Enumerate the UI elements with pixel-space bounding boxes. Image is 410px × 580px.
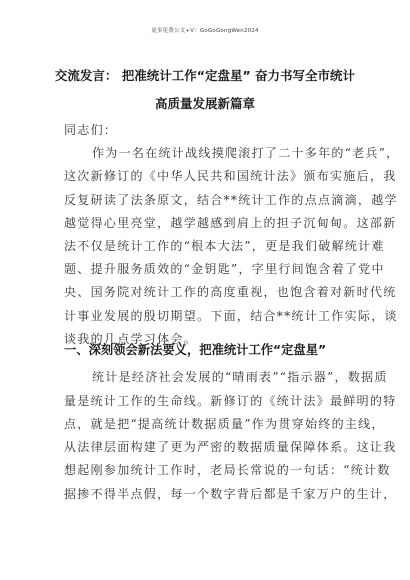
paragraph1-line: 法不仅是统计工作的“根本大法”，更是我们破解统计难 xyxy=(64,239,385,253)
document-title-line2: 高质量发展新篇章 xyxy=(154,96,255,111)
paragraph2-line: 量是统计工作的生命线。新修订的《统计法》最鲜明的特 xyxy=(64,394,397,408)
section-heading: 一、深刻领会新法要义，把准统计工作“定盘星” xyxy=(64,343,327,357)
paragraph2-line: 从法律层面构建了更为严密的数据质量保障体系。这让我 xyxy=(64,440,397,454)
paragraph1-line: 这次新修订的《中华人民共和国统计法》颁布实施后，我 xyxy=(64,169,397,183)
paragraph2-line: 想起刚参加统计工作时，老局长常说的一句话：“统计数 xyxy=(64,463,391,477)
document-title-line1: 交流发言： 把准统计工作“定盘星” 奋力书写全市统计 xyxy=(54,68,356,83)
paragraph1-line: 谈我的几点学习体会。 xyxy=(64,332,198,346)
paragraph1-line: 央、国务院对统计工作的高度重视，也饱含着对新时代统 xyxy=(64,285,397,299)
paragraph2-line: 点，就是把“提高统计数据质量”作为贯穿始终的主线， xyxy=(64,417,385,431)
watermark-text: 更多免费公文+V：GoGoGongWen2024 xyxy=(151,28,259,34)
paragraph1-line: 越觉得心里亮堂，越学越感到肩上的担子沉甸甸。这部新 xyxy=(64,216,397,230)
paragraph2-line: 统计是经济社会发展的“晴雨表”“指示器”，数据质 xyxy=(92,370,388,384)
paragraph1-line: 题、提升服务质效的“金钥匙”，字里行间饱含着了党中 xyxy=(64,262,385,276)
paragraph2-line: 据掺不得半点假，每一个数字背后都是千家万户的生计， xyxy=(64,487,397,501)
paragraph1-line: 反复研读了法条原文，结合**统计工作的点点滴滴，越学 xyxy=(64,193,398,207)
paragraph1-line: 计事业发展的殷切期望。下面，结合**统计工作实际，谈 xyxy=(64,309,398,323)
greeting: 同志们： xyxy=(64,123,118,137)
paragraph1-line: 作为一名在统计战线摸爬滚打了二十多年的“老兵”， xyxy=(92,146,400,160)
